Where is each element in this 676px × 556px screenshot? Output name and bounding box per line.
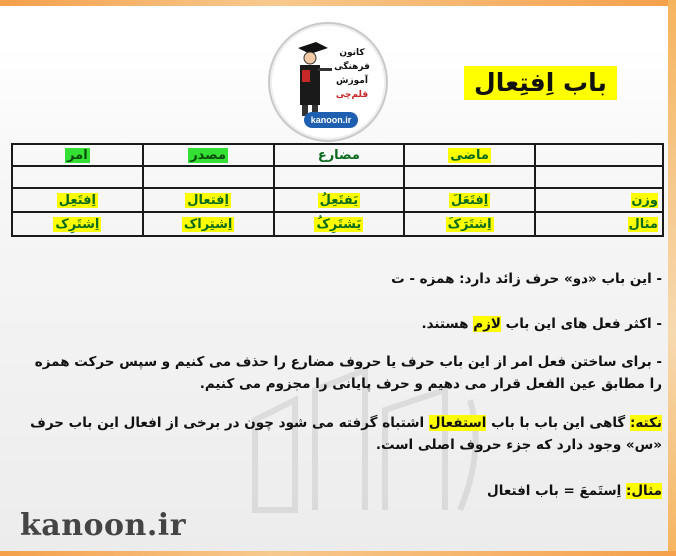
table-cell: اِفتعال	[143, 188, 274, 212]
table-row-pattern	[12, 188, 663, 212]
logo-line-3: آموزش	[336, 76, 368, 86]
kanoon-logo	[268, 22, 386, 138]
footer-brand: kanoon.ir	[20, 508, 187, 543]
note-imperative-line-2: را مطابق عین الفعل قرار می دهیم و حرف پایانی را مجزوم می کنیم.	[199, 376, 662, 392]
note-imperative-line-1: - برای ساختن فعل امر از این باب حرف یا حروف مضارع را حذف می کنیم و سپس حرکت همزه	[34, 354, 662, 370]
table-cell: یَفتَعِلُ	[274, 188, 405, 212]
bottom-accent-bar	[0, 551, 676, 556]
note-intransitive: - اکثر فعل های این باب لازم هستند.	[421, 316, 662, 332]
logo-line-4: قلم‌چی	[335, 90, 369, 100]
verb-forms-table	[11, 143, 664, 237]
note-caution	[12, 412, 662, 456]
logo-line-2: فرهنگی	[334, 62, 370, 72]
table-row-empty	[12, 166, 663, 188]
note-example: مثال: اِستَمعَ = باب افتعال	[487, 483, 662, 499]
header-cell: امر	[12, 144, 143, 166]
page-title: باب اِفتِعال	[464, 66, 617, 100]
table-corner-cell	[535, 144, 663, 166]
table-cell: یَشتَرِکُ	[274, 212, 405, 236]
header-cell: مصدر	[143, 144, 274, 166]
highlight-lazem: لازم	[473, 316, 501, 332]
row-label: وزن	[535, 188, 663, 212]
note-imperative-rule	[12, 351, 662, 395]
note-extra-letters: - این باب «دو» حرف زائد دارد: همزه - ت	[391, 271, 662, 287]
header-cell: ماضی	[404, 144, 535, 166]
row-label: مثال	[535, 212, 663, 236]
example-label: مثال:	[625, 483, 662, 499]
note-caution-line-2: «س» وجود دارد که جزء حروف اصلی است.	[375, 437, 662, 453]
right-accent-bar	[668, 0, 676, 556]
table-row-example	[12, 212, 663, 236]
logo-site-pill: kanoon.ir	[304, 112, 358, 128]
table-cell: اِشتَرَکَ	[404, 212, 535, 236]
header-cell: مضارع	[274, 144, 405, 166]
table-header-row	[12, 144, 663, 166]
highlight-estefal: استفعال	[428, 415, 487, 431]
table-cell	[274, 166, 405, 188]
table-cell: اِفتَعِل	[12, 188, 143, 212]
note-caution-line-1: نکته: گاهی این باب با باب استفعال اشتباه گرفته می شود چون در برخی از افعال این باب حرف	[30, 415, 662, 431]
table-cell	[404, 166, 535, 188]
top-accent-bar	[0, 0, 676, 6]
table-cell	[535, 166, 663, 188]
table-cell	[12, 166, 143, 188]
table-cell: اِشتَرِک	[12, 212, 143, 236]
table-cell: اِشتِراک	[143, 212, 274, 236]
note-label: نکته:	[629, 415, 662, 431]
logo-line-1: کانون	[339, 48, 365, 58]
table-cell	[143, 166, 274, 188]
table-cell: اِفتَعَلَ	[404, 188, 535, 212]
